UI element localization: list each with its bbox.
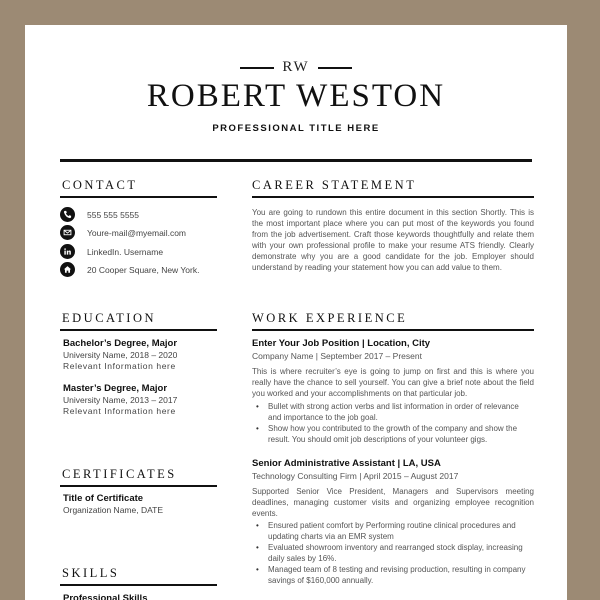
career-heading: CAREER STATEMENT (252, 178, 417, 192)
contact-phone (60, 207, 139, 222)
job-title: Enter Your Job Position | Location, City (252, 338, 431, 349)
skills-heading: SKILLS (62, 566, 120, 580)
job-bullet: • Show how you contributed to the growth of the company and show the result. You should omit job descriptions of your volunteer gigs. (252, 423, 534, 445)
skills-rule (60, 584, 217, 586)
job-bullet: • Bullet with strong action verbs and list information in order of relevance and importance to the job goal. (252, 401, 534, 423)
education-school: University Name, 2013 – 2017 (63, 395, 178, 405)
monogram-row (25, 59, 567, 76)
career-rule (252, 196, 534, 198)
email-text: Youre-mail@myemail.com (87, 227, 187, 238)
education-rule (60, 329, 217, 331)
job-bullets (252, 520, 534, 586)
education-degree: Bachelor’s Degree, Major (63, 338, 178, 349)
monogram: RW (282, 59, 310, 75)
education-info: Relevant Information here (63, 361, 176, 371)
header-divider (60, 159, 532, 162)
linkedin-text: LinkedIn. Username (87, 246, 164, 257)
monogram-rule-left (240, 67, 274, 69)
contact-address (60, 262, 199, 277)
mail-icon (60, 225, 75, 240)
education-school: University Name, 2018 – 2020 (63, 350, 178, 360)
contact-linkedin (60, 244, 163, 259)
job-title: Senior Administrative Assistant | LA, USA (252, 458, 441, 469)
career-statement: You are going to rundown this entire document in this section Shortly. This is the most important place where you can put most of the keywords you found from the job advertisement. Craft those keywords thoughtfully and relate them with your own professional profile to make your resume ATS friendly. Clearly demonstrate why you are a good candidate for the job. Employer should understand by reading your statement how you can add value to them. (252, 208, 534, 272)
job-bullet: • Evaluated showroom inventory and rearranged stock display, increasing daily sales by 16%. (252, 542, 534, 564)
experience-rule (252, 329, 534, 331)
contact-heading: CONTACT (62, 178, 138, 192)
resume-page (25, 25, 567, 600)
phone-text: 555 555 5555 (87, 209, 139, 220)
professional-title: PROFESSIONAL TITLE HERE (212, 123, 380, 134)
job-company: Company Name | September 2017 – Present (252, 351, 422, 361)
contact-email (60, 225, 186, 240)
education-info: Relevant Information here (63, 406, 176, 416)
job-bullet: • Ensured patient comfort by Performing routine clinical procedures and updating charts via an EMR system (252, 520, 534, 542)
job-company: Technology Consulting Firm | April 2015 – August 2017 (252, 471, 459, 481)
candidate-name: ROBERT WESTON (146, 78, 446, 114)
experience-heading: WORK EXPERIENCE (252, 311, 408, 325)
job-bullet: • Managed team of 8 testing and revising production, resulting in company savings of $160,000 annually. (252, 564, 534, 586)
certificate-org: Organization Name, DATE (63, 505, 163, 515)
certificates-heading: CERTIFICATES (62, 467, 177, 481)
job-description: This is where recruiter’s eye is going to jump on first and this is where you really have the chance to sell yourself. You can give a brief note about the field you worked and your accomplishments on that particular job. (252, 367, 534, 398)
home-icon (60, 262, 75, 277)
contact-rule (60, 196, 217, 198)
certificate-title: Title of Certificate (63, 493, 144, 504)
skill-item: Professional Skills (63, 593, 148, 600)
education-degree: Master’s Degree, Major (63, 383, 168, 394)
certificates-rule (60, 485, 217, 487)
monogram-rule-right (318, 67, 352, 69)
education-heading: EDUCATION (62, 311, 157, 325)
address-text: 20 Cooper Square, New York. (87, 264, 200, 275)
job-bullets (252, 401, 534, 445)
phone-icon (60, 207, 75, 222)
job-description: Supported Senior Vice President, Managers and Supervisors meeting deadlines, managing customer visits and organizing employee recognition events. (252, 487, 534, 518)
linkedin-icon (60, 244, 75, 259)
